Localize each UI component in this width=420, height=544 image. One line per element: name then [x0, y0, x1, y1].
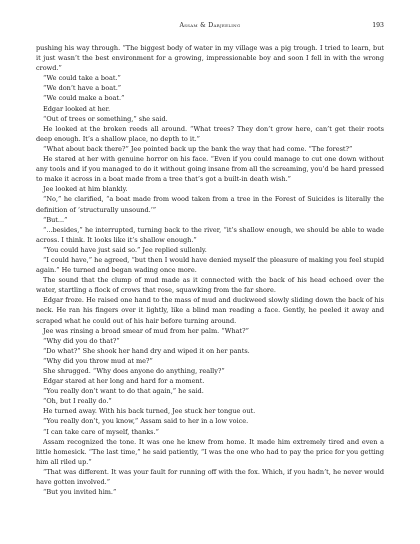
paragraph: The sound that the clump of mud made as it connected with the back of his head echoed over the water, startling a flock of crows that rose, squawking from the far shore. [36, 276, 384, 295]
paragraph: “But...” [43, 215, 68, 224]
paragraph: Jee was rinsing a broad smear of mud from her palm. “What?” [43, 326, 249, 335]
paragraph: “What about back there?” Jee pointed back up the bank the way that had come. “The forest?” [43, 144, 353, 153]
paragraph: “We could make a boat.” [43, 94, 125, 103]
paragraph: Assam recognized the tone. It was one he knew from home. It made him extremely tired and even a little homesick. “The last time,” he said patiently, “I was the one who had to pay the price for you getting him all riled up.” [36, 437, 384, 466]
paragraph: He stared at her with genuine horror on his face. “Even if you could manage to cut one down without any tools and if you managed to do it without going insane from all the screaming, you’d be hard pressed to make it across in a boat made from a tree that’s got a built-in death wish.” [36, 155, 384, 184]
paragraph: He looked at the broken reeds all around. “What trees? They don’t grow here, can’t get their roots deep enough. It’s a shallow place, no depth to it.” [36, 124, 384, 143]
paragraph: “...besides,” he interrupted, turning back to the river, “it’s shallow enough, we should be able to wade across. I think. It looks like it’s shallow enough.” [36, 225, 384, 244]
paragraph: “Do what?” She shook her hand dry and wiped it on her pants. [43, 346, 250, 355]
page-number: 193 [372, 22, 384, 29]
paragraph: “But you invited him.” [43, 488, 117, 497]
paragraph: “You could have just said so.” Jee replied sullenly. [43, 245, 207, 254]
paragraph: He turned away. With his back turned, Jee stuck her tongue out. [43, 407, 256, 416]
paragraph: “Why did you throw mud at me?” [43, 356, 153, 365]
paragraph: Edgar stared at her long and hard for a moment. [43, 377, 205, 386]
paragraph: “You really don’t, you know,” Assam said to her in a low voice. [43, 417, 249, 426]
paragraph: She shrugged. “Why does anyone do anything, really?” [43, 367, 225, 375]
body-text [36, 43, 384, 497]
paragraph: “Oh, but I really do.” [43, 397, 112, 406]
paragraph: “You really don’t want to do that again,” he said. [43, 387, 204, 396]
paragraph: “I can take care of myself, thanks.” [43, 427, 159, 436]
running-title: Assam & Darjeeling [179, 22, 241, 29]
running-head [36, 21, 384, 31]
paragraph: “I could have,” he agreed, “but then I would have denied myself the pleasure of making you feel stupid again.” He turned and began wading once more. [36, 255, 384, 275]
paragraph: Jee looked at him blankly. [43, 185, 128, 194]
paragraph: “We could take a boat.” [43, 74, 121, 83]
paragraph: “Why did you do that?” [43, 336, 120, 345]
paragraph: Edgar froze. He raised one hand to the mass of mud and duckweed slowly sliding down the back of his neck. He ran his fingers over it lightly, like a blind man reading a face. Gently, he peeled it away and scraped what he could out of his hair before turning around. [36, 296, 384, 325]
paragraph: “Out of trees or something,” she said. [43, 114, 168, 123]
paragraph: pushing his way through. “The biggest body of water in my village was a pig trough. I tried to learn, but it just wasn’t the best environment for a growing, impressionable boy and soon I fell in with the wrong crowd.” [36, 44, 384, 73]
paragraph: “No,” he clarified, “a boat made from wood taken from a tree in the Forest of Suicides is literally the definition of ‘structurally unsound.’” [36, 195, 384, 214]
paragraph: “That was different. It was your fault for running off with the fox. Which, if you hadn’t, he never would have gotten involved.” [36, 467, 384, 487]
paragraph: “We don’t have a boat.” [43, 84, 122, 93]
paragraph: Edgar looked at her. [43, 104, 111, 113]
